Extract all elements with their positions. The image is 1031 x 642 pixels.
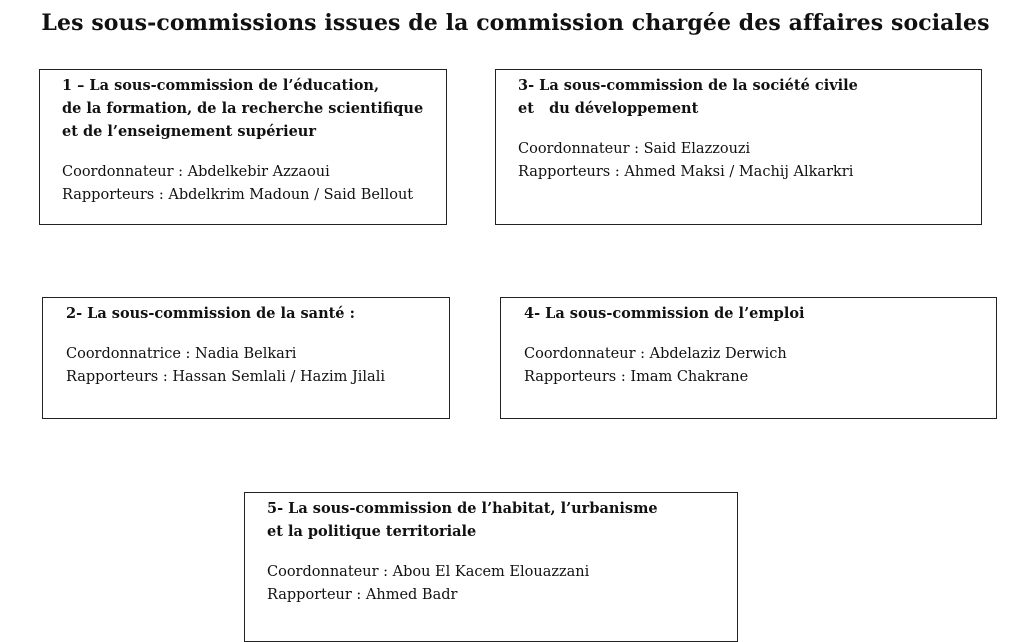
subcommission-box-housing [244, 492, 738, 642]
coordinator-text: Coordonnateur : Said Elazzouzi [518, 141, 751, 157]
subcommission-title-line: et la politique territoriale [267, 523, 477, 540]
subcommission-title-line: 5- La sous-commission de l’habitat, l’urbanisme [267, 500, 658, 517]
coordinator-text: Coordonnateur : Abdelkebir Azzaoui [62, 164, 330, 180]
spacer [518, 120, 981, 138]
page-title: Les sous-commissions issues de la commission chargée des affaires sociales [41, 10, 990, 36]
subcommission-box-employment [500, 297, 997, 419]
coordinator-text: Coordonnateur : Abou El Kacem Elouazzani [267, 564, 590, 580]
spacer [62, 143, 446, 161]
rapporteurs-text: Rapporteur : Ahmed Badr [267, 587, 458, 603]
subcommission-title-line: de la formation, de la recherche scientifique [62, 100, 424, 117]
spacer [267, 543, 737, 561]
subcommission-title-line: 4- La sous-commission de l’emploi [524, 305, 805, 322]
subcommission-title-line: et du développement [518, 100, 699, 117]
rapporteurs-text: Rapporteurs : Hassan Semlali / Hazim Jilali [66, 369, 385, 385]
subcommission-box-civil-society [495, 69, 982, 225]
subcommission-title-line: 2- La sous-commission de la santé : [66, 305, 355, 322]
coordinator-text: Coordonnateur : Abdelaziz Derwich [524, 346, 787, 362]
subcommission-title-line: 3- La sous-commission de la société civile [518, 77, 858, 94]
subcommission-title-line: 1 – La sous-commission de l’éducation, [62, 77, 379, 94]
subcommission-box-education [39, 69, 447, 225]
rapporteurs-text: Rapporteurs : Ahmed Maksi / Machij Alkarkri [518, 164, 854, 180]
spacer [66, 325, 449, 343]
spacer [524, 325, 996, 343]
subcommission-box-health [42, 297, 450, 419]
coordinator-text: Coordonnatrice : Nadia Belkari [66, 346, 297, 362]
rapporteurs-text: Rapporteurs : Abdelkrim Madoun / Said Bellout [62, 187, 414, 203]
subcommission-title-line: et de l’enseignement supérieur [62, 123, 316, 140]
rapporteurs-text: Rapporteurs : Imam Chakrane [524, 369, 749, 385]
